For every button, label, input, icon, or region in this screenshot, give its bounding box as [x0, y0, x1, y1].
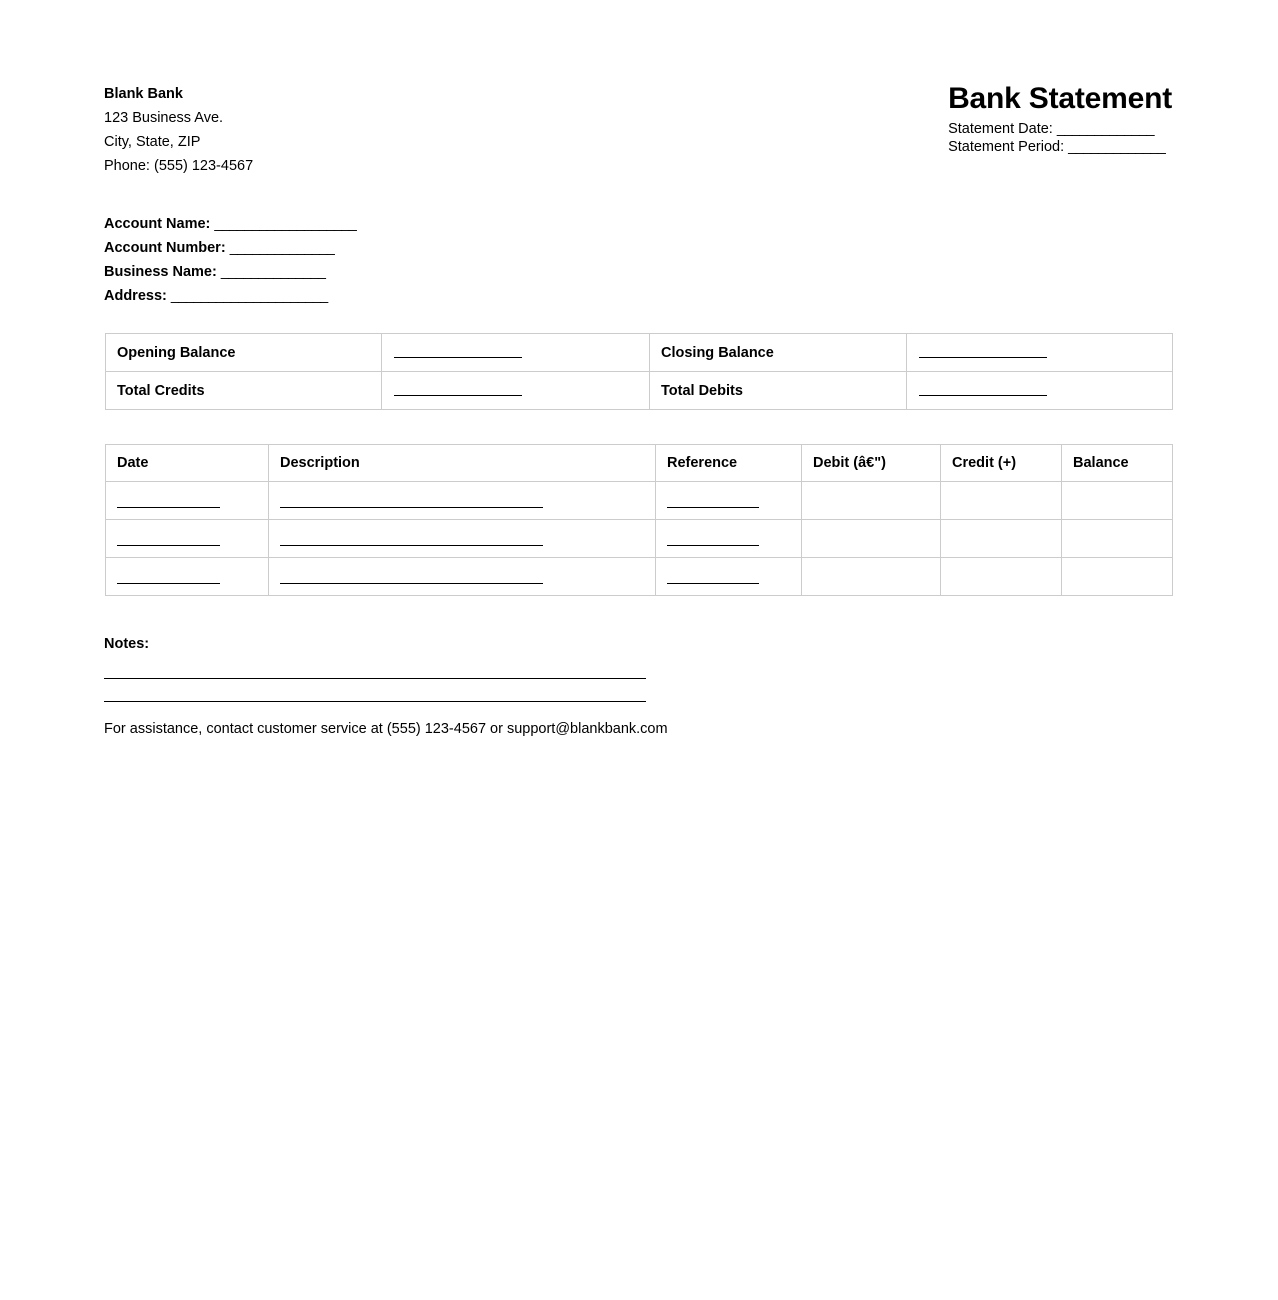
- table-row: [106, 482, 1173, 520]
- cell-balance[interactable]: [1062, 482, 1173, 520]
- account-number-label: Account Number:: [104, 240, 226, 256]
- account-details-block: [104, 212, 356, 308]
- fill-rule: [280, 507, 543, 508]
- opening-balance-label: Opening Balance: [106, 334, 382, 372]
- closing-balance-label: Closing Balance: [650, 334, 907, 372]
- table-row: [106, 558, 1173, 596]
- cell-reference[interactable]: [656, 558, 802, 596]
- cell-credit[interactable]: [941, 520, 1062, 558]
- fill-rule: [394, 344, 522, 358]
- statement-period-label: Statement Period:: [948, 139, 1065, 155]
- cell-credit[interactable]: [941, 558, 1062, 596]
- address-field[interactable]: _____________________: [170, 288, 328, 304]
- statement-date-field[interactable]: _____________: [1056, 121, 1154, 137]
- bank-name: Blank Bank: [104, 86, 183, 102]
- fill-rule: [919, 382, 1047, 396]
- address-row: [104, 284, 356, 308]
- fill-rule: [280, 583, 543, 584]
- transactions-table: [105, 444, 1173, 596]
- cell-balance[interactable]: [1062, 558, 1173, 596]
- fill-rule: [667, 507, 759, 508]
- statement-period-row: [948, 138, 1172, 156]
- cell-credit[interactable]: [941, 482, 1062, 520]
- balance-summary-table: [105, 333, 1173, 410]
- statement-period-field[interactable]: _____________: [1068, 139, 1166, 155]
- total-credits-value[interactable]: [382, 372, 650, 410]
- total-credits-label: Total Credits: [106, 372, 382, 410]
- notes-section: [104, 634, 804, 702]
- notes-label: Notes:: [104, 636, 150, 652]
- cell-description[interactable]: [269, 482, 656, 520]
- fill-rule: [919, 344, 1047, 358]
- column-header-credit: Credit (+): [941, 445, 1062, 482]
- column-header-balance: Balance: [1062, 445, 1173, 482]
- account-number-field[interactable]: ______________: [229, 240, 335, 256]
- business-name-label: Business Name:: [104, 264, 217, 280]
- column-header-debit: Debit (â€"): [802, 445, 941, 482]
- fill-rule: [394, 382, 522, 396]
- document-header: [104, 82, 1172, 178]
- column-header-description: Description: [269, 445, 656, 482]
- cell-reference[interactable]: [656, 482, 802, 520]
- cell-reference[interactable]: [656, 520, 802, 558]
- bank-address-line-1: 123 Business Ave.: [104, 110, 224, 126]
- account-name-field[interactable]: ___________________: [214, 216, 357, 232]
- table-header-row: [106, 445, 1173, 482]
- account-name-row: [104, 212, 356, 236]
- fill-rule: [117, 545, 220, 546]
- account-number-row: [104, 236, 356, 260]
- statement-date-label: Statement Date:: [948, 121, 1053, 137]
- fill-rule: [117, 583, 220, 584]
- cell-description[interactable]: [269, 520, 656, 558]
- assistance-footer: For assistance, contact customer service at (555) 123-4567 or support@blankbank.com: [104, 721, 668, 737]
- table-row: [106, 520, 1173, 558]
- page-title: Bank Statement: [948, 82, 1172, 115]
- bank-info-block: [104, 82, 253, 178]
- address-label: Address:: [104, 288, 167, 304]
- fill-rule: [117, 507, 220, 508]
- notes-line-1[interactable]: [104, 678, 646, 679]
- cell-balance[interactable]: [1062, 520, 1173, 558]
- cell-description[interactable]: [269, 558, 656, 596]
- bank-address-line-2: City, State, ZIP: [104, 134, 201, 150]
- fill-rule: [667, 545, 759, 546]
- cell-date[interactable]: [106, 482, 269, 520]
- business-name-field[interactable]: ______________: [220, 264, 326, 280]
- bank-phone: Phone: (555) 123-4567: [104, 158, 254, 174]
- closing-balance-value[interactable]: [907, 334, 1173, 372]
- opening-balance-value[interactable]: [382, 334, 650, 372]
- fill-rule: [280, 545, 543, 546]
- cell-date[interactable]: [106, 558, 269, 596]
- statement-date-row: [948, 120, 1172, 138]
- title-block: [948, 82, 1172, 156]
- cell-debit[interactable]: [802, 558, 941, 596]
- notes-line-2[interactable]: [104, 701, 646, 702]
- total-debits-label: Total Debits: [650, 372, 907, 410]
- account-name-label: Account Name:: [104, 216, 211, 232]
- cell-debit[interactable]: [802, 482, 941, 520]
- cell-date[interactable]: [106, 520, 269, 558]
- total-debits-value[interactable]: [907, 372, 1173, 410]
- business-name-row: [104, 260, 356, 284]
- table-row: [106, 334, 1173, 372]
- table-row: [106, 372, 1173, 410]
- cell-debit[interactable]: [802, 520, 941, 558]
- fill-rule: [667, 583, 759, 584]
- column-header-reference: Reference: [656, 445, 802, 482]
- column-header-date: Date: [106, 445, 269, 482]
